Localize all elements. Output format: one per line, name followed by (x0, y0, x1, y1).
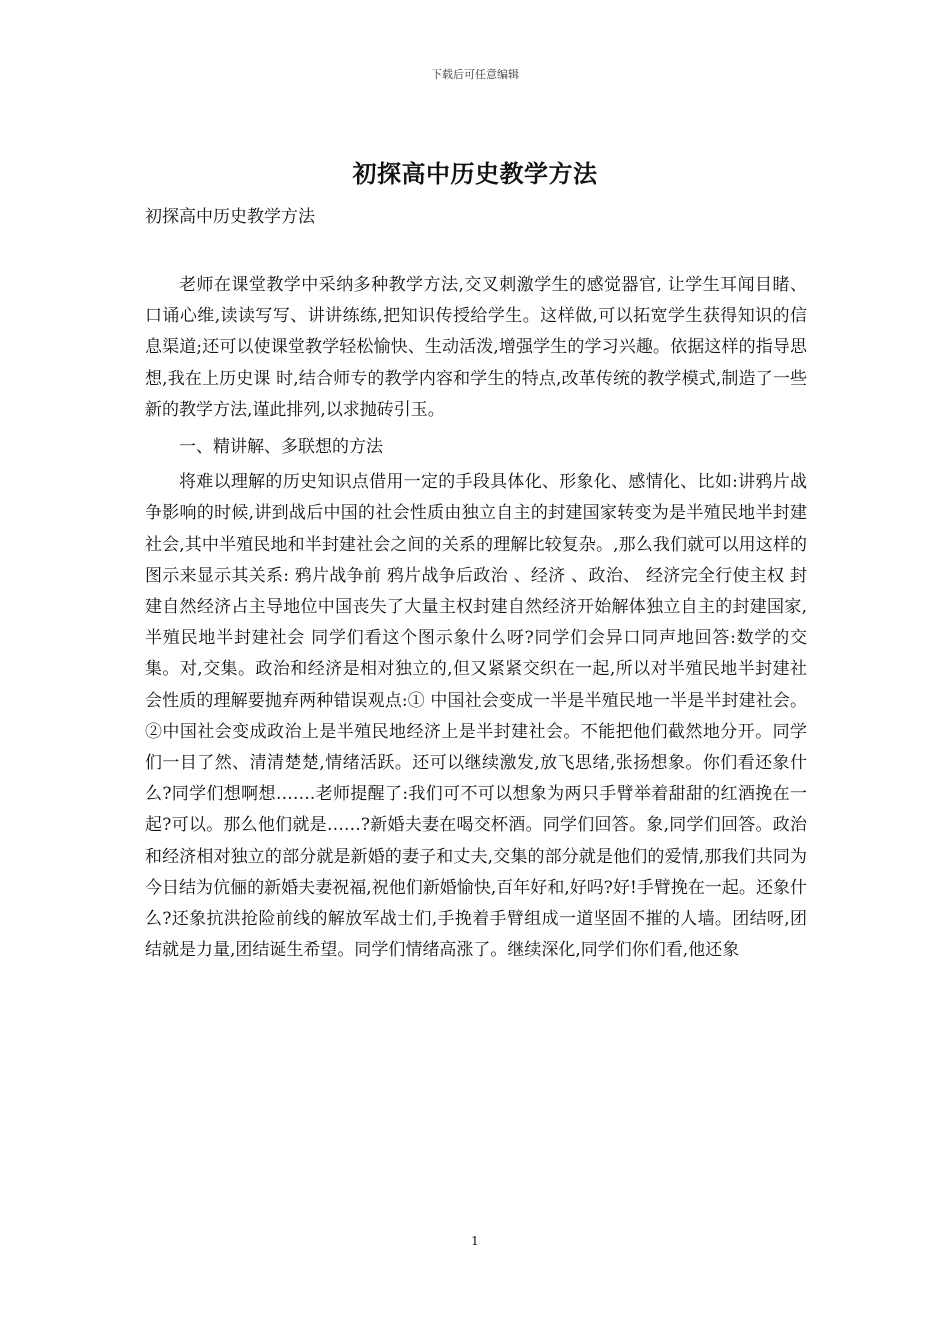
section-heading-1: 一、精讲解、多联想的方法 (179, 437, 383, 458)
paragraph-intro: 老师在课堂教学中采纳多种教学方法,交叉刺激学生的感觉器官, 让学生耳闻目睹、口诵心维,读读写写、讲讲练练,把知识传授给学生。这样做,可以拓宽学生获得知识的信息渠道;还可以使课堂教学轻松愉快、生动活泼,增强学生的学习兴趣。依据这样的指导思想,我在上历史课 时,结合师专的教学内容和学生的特点,改革传统的教学模式,制造了一些新的教学方法,谨此排列,以求抛砖引玉。 (145, 275, 807, 420)
document-subtitle: 初探高中历史教学方法 (145, 207, 315, 227)
page-header-note: 下载后可任意编辑 (431, 68, 519, 81)
document-body (145, 270, 807, 972)
paragraph-section-1: 将难以理解的历史知识点借用一定的手段具体化、形象化、感情化、比如:讲鸦片战争影响的时候,讲到战后中国的社会性质由独立自主的封建国家转变为是半殖民地半封建社会,其中半殖民地和半封建社会之间的关系的理解比较复杂。,那么我们就可以用这样的图示来显示其关系: 鸦片战争前 鸦片战争后政治 、经济 、政治、 经济完全行使主权 封建自然经济占主导地位中国丧失了大量主权封建自然经济开始解体独立自主的封建国家,半殖民地半封建社会 同学们看这个图示象什么呀?同学们会异口同声地回答:数学的交集。对,交集。政治和经济是相对独立的,但又紧紧交织在一起,所以对半殖民地半封建社会性质的理解要抛弃两种错误观点:① 中国社会变成一半是半殖民地一半是半封建社会。②中国社会变成政治上是半殖民地经济上是半封建社会。不能把他们截然地分开。同学们一目了然、清清楚楚,情绪活跃。还可以继续激发,放飞思绪,张扬想象。你们看还象什么?同学们想啊想…….老师提醒了:我们可不可以想象为两只手臂举着甜甜的红酒挽在一起?可以。那么他们就是……?新婚夫妻在喝交杯酒。同学们回答。象,同学们回答。政治和经济相对独立的部分就是新婚的妻子和丈夫,交集的部分就是他们的爱情,那我们共同为今日结为伉俪的新婚夫妻祝福,祝他们新婚愉快,百年好和,好吗?好!手臂挽在一起。还象什么?还象抗洪抢险前线的解放军战士们,手挽着手臂组成一道坚固不摧的人墙。团结呀,团结就是力量,团结诞生希望。同学们情绪高涨了。继续深化,同学们你们看,他还象 (145, 472, 807, 961)
page-number: 1 (471, 1234, 479, 1248)
document-title: 初探高中历史教学方法 (352, 159, 598, 188)
